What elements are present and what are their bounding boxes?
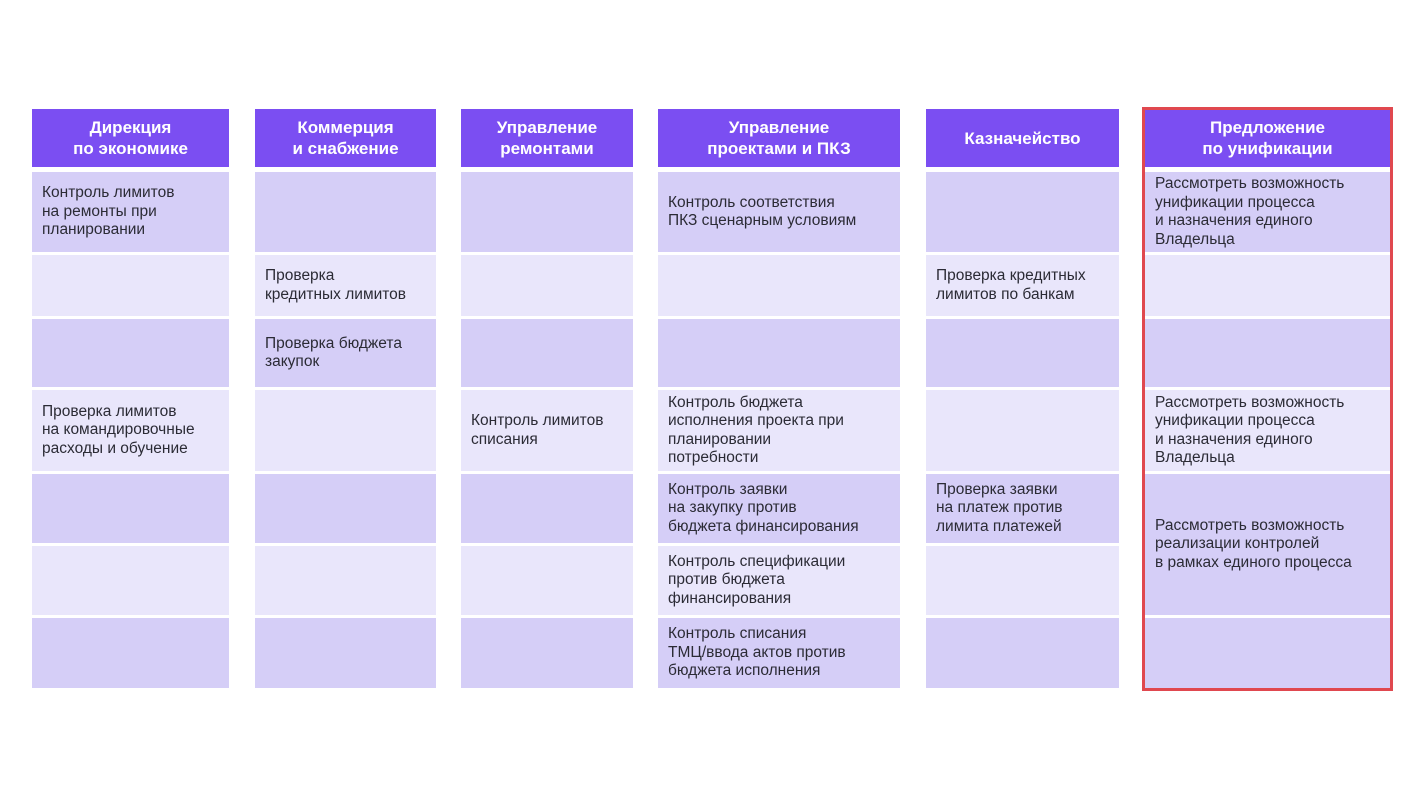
table-cell: Контроль списания ТМЦ/ввода актов против бюджета исполнения: [658, 618, 900, 688]
table-cell: Контроль лимитов на ремонты при планировании: [32, 172, 229, 252]
column-header: Предложение по унификации: [1145, 109, 1390, 167]
table-cell: [255, 546, 436, 615]
column-header: Управление проектами и ПКЗ: [658, 109, 900, 167]
proposal-cell: [1145, 255, 1390, 316]
table-cell: Проверка заявки на платеж против лимита платежей: [926, 474, 1119, 543]
table-cell: Проверка кредитных лимитов по банкам: [926, 255, 1119, 316]
table-cell: [32, 474, 229, 543]
column-header: Казначейство: [926, 109, 1119, 167]
table-cell: Проверка лимитов на командировочные расходы и обучение: [32, 390, 229, 471]
table-cell: [32, 319, 229, 387]
table-cell: Проверка кредитных лимитов: [255, 255, 436, 316]
proposal-cell: Рассмотреть возможность унификации процесса и назначения единого Владельца: [1145, 390, 1390, 471]
table-cell: [658, 255, 900, 316]
table-cell: [926, 319, 1119, 387]
table-cell: [926, 546, 1119, 615]
table-cell: [926, 618, 1119, 688]
table-cell: [926, 390, 1119, 471]
table-cell: [658, 319, 900, 387]
table-cell: [926, 172, 1119, 252]
table-cell: [32, 546, 229, 615]
table-cell: Контроль соответствия ПКЗ сценарным условиям: [658, 172, 900, 252]
table-cell: [32, 255, 229, 316]
table-cell: [461, 474, 633, 543]
proposal-cell: [1145, 319, 1390, 387]
table-cell: Контроль бюджета исполнения проекта при планировании потребности: [658, 390, 900, 471]
table-cell: Проверка бюджета закупок: [255, 319, 436, 387]
table-cell: [255, 172, 436, 252]
table-cell: [461, 618, 633, 688]
column-header: Управление ремонтами: [461, 109, 633, 167]
proposal-cell: Рассмотреть возможность унификации процесса и назначения единого Владельца: [1145, 172, 1390, 252]
table-cell: [461, 255, 633, 316]
table-cell: [32, 618, 229, 688]
table-cell: Контроль лимитов списания: [461, 390, 633, 471]
table-cell: [461, 319, 633, 387]
column-header: Коммерция и снабжение: [255, 109, 436, 167]
proposal-cell-merged: Рассмотреть возможность реализации контролей в рамках единого процесса: [1145, 474, 1390, 615]
table-cell: Контроль заявки на закупку против бюджета финансирования: [658, 474, 900, 543]
table-cell: [461, 546, 633, 615]
table-cell: [255, 390, 436, 471]
table-cell: [461, 172, 633, 252]
table-cell: [255, 474, 436, 543]
column-header: Дирекция по экономике: [32, 109, 229, 167]
proposal-cell: [1145, 618, 1390, 688]
table-cell: [255, 618, 436, 688]
table-cell: Контроль спецификации против бюджета финансирования: [658, 546, 900, 615]
